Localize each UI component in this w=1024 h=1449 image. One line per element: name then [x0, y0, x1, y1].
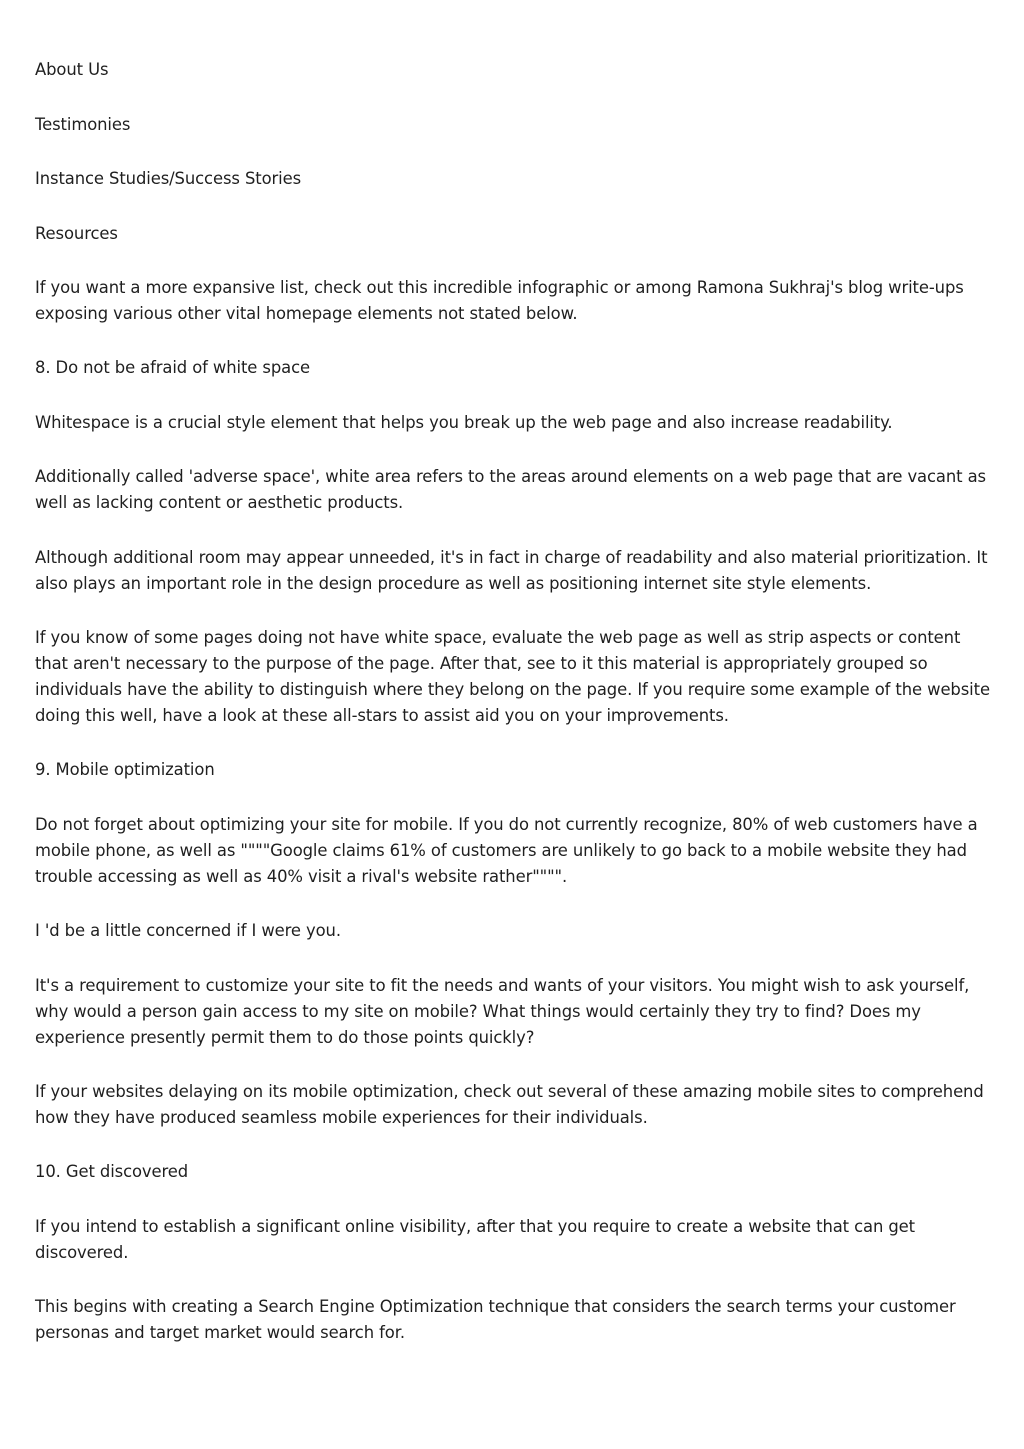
paragraph-mobile-sites: If your websites delaying on its mobile optimization, check out several of these amazing mobile sites to comprehend how they have produced seamless mobile experiences for their individuals.: [35, 1082, 984, 1127]
heading-get-discovered: 10. Get discovered: [35, 1162, 189, 1182]
heading-mobile-optimization: 9. Mobile optimization: [35, 760, 215, 780]
paragraph-seo-technique: This begins with creating a Search Engine Optimization technique that considers the search terms your customer personas and target market would search for.: [35, 1297, 956, 1343]
paragraph-evaluate-page: If you know of some pages doing not have white space, evaluate the web page as well as strip aspects or content that aren't necessary to the purpose of the page. After that, see to it this material is appropriately grouped so individuals have the ability to distinguish where they belong on the page. If you require some example of the website doing this well, have a look at these all-stars to assist aid you on your improvements.: [35, 628, 990, 725]
nav-text-resources: Resources: [35, 223, 118, 243]
paragraph-mobile-stats: Do not forget about optimizing your site for mobile. If you do not currently recognize, 80% of web customers have a mobile phone, as well as """"Google claims 61% of customers are unlikely to go back to a mobile website they had trouble accessing as well as 40% visit a rival's website rather"""".: [35, 814, 978, 886]
paragraph-expansive-list: If you want a more expansive list, check out this incredible infographic or among Ramona Sukhraj's blog write-ups exposing various other vital homepage elements not stated below.: [35, 278, 964, 323]
paragraph-online-visibility: If you intend to establish a significant online visibility, after that you require to create a website that can get discovered.: [35, 1216, 915, 1262]
paragraph-concerned: I 'd be a little concerned if I were you.: [35, 921, 341, 941]
nav-text-testimonies: Testimonies: [35, 114, 131, 134]
paragraph-adverse-space: Additionally called 'adverse space', white area refers to the areas around elements on a web page that are vacant as well as lacking content or aesthetic products.: [35, 467, 986, 513]
paragraph-readability: Although additional room may appear unneeded, it's in fact in charge of readability and also material prioritization. It also plays an important role in the design procedure as well as positioning internet site style elements.: [35, 547, 988, 593]
nav-text-about-us: About Us: [35, 60, 109, 79]
paragraph-whitespace-definition: Whitespace is a crucial style element that helps you break up the web page and also increase readability.: [35, 412, 893, 432]
paragraph-customize-site: It's a requirement to customize your site to fit the needs and wants of your visitors. You might wish to ask yourself, why would a person gain access to my site on mobile? What things would certainly they try to find? Does my experience presently permit them to do those points quickly?: [35, 975, 970, 1047]
nav-text-case-studies: Instance Studies/Success Stories: [35, 169, 302, 188]
document-body: [35, 57, 997, 1375]
heading-white-space: 8. Do not be afraid of white space: [35, 358, 310, 378]
